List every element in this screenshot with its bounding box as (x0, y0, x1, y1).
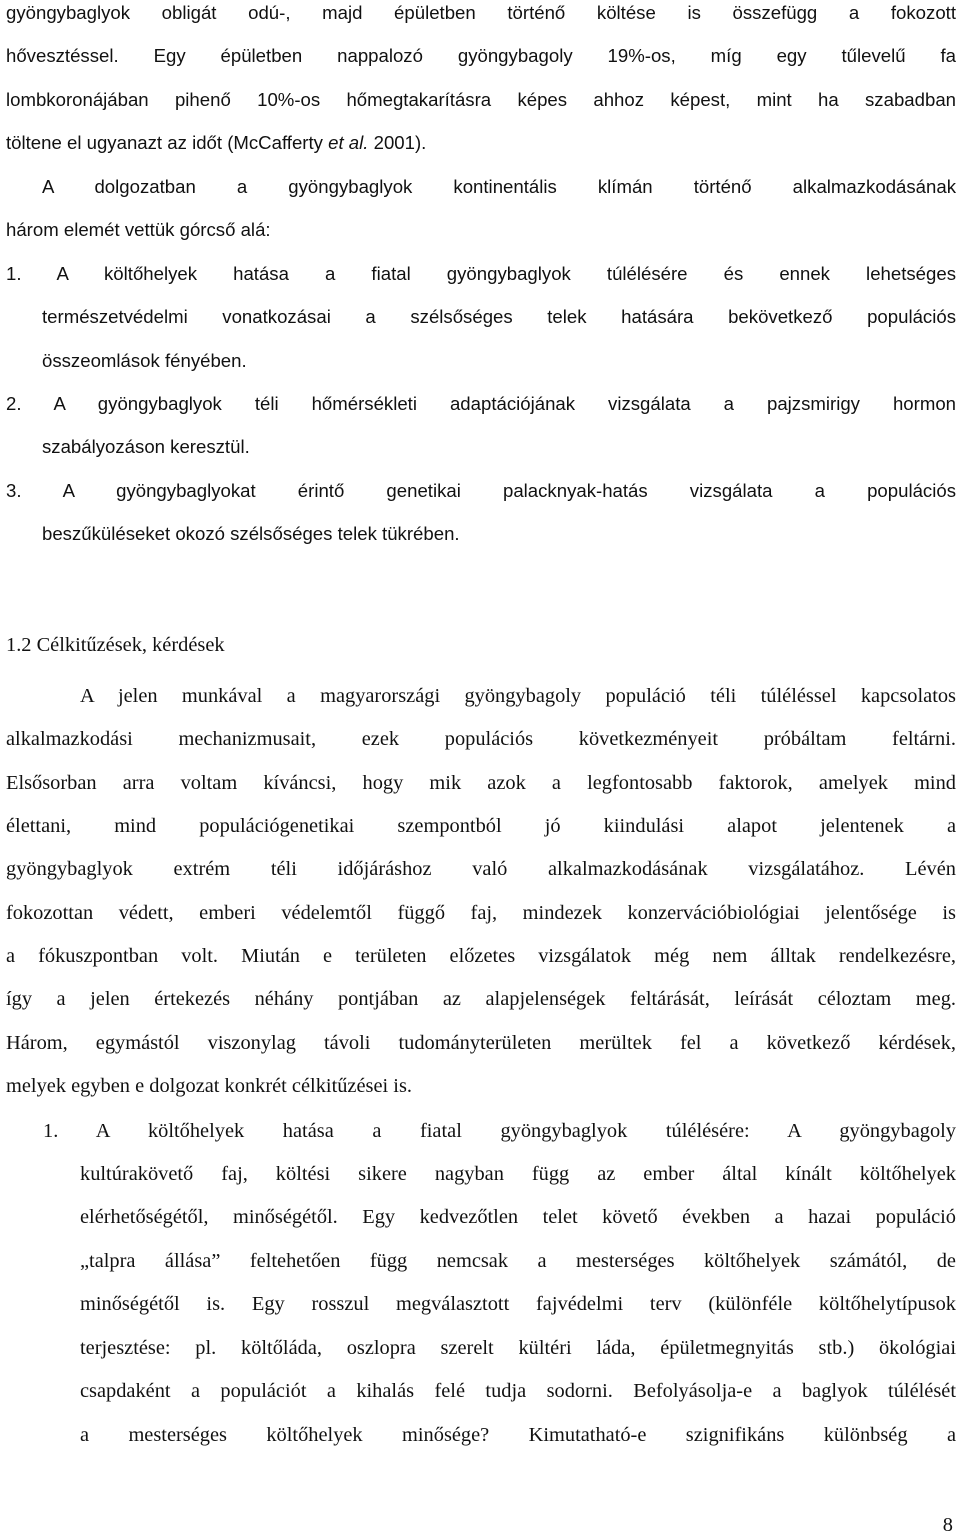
text-line: melyek egyben e dolgozat konkrét célkitűzései is. (6, 1075, 412, 1097)
text-line: hővesztéssel. Egy épületben nappalozó gyöngybagoly 19%-os, míg egy tűlevelű fa (6, 45, 956, 66)
list-item-1: 1. A költőhelyek hatása a fiatal gyöngybaglyok túlélésére és ennek lehetséges (6, 263, 956, 284)
text-line: Elsősorban arra voltam kíváncsi, hogy mik azok a legfontosabb faktorok, amelyek mind (6, 772, 956, 794)
text-line: A jelen munkával a magyarországi gyöngybagoly populáció téli túléléssel kapcsolatos (80, 685, 956, 707)
section-heading: 1.2 Célkitűzések, kérdések (6, 634, 225, 656)
text-line: lombkoronájában pihenő 10%-os hőmegtakarításra képes ahhoz képest, mint ha szabadban (6, 89, 956, 110)
text-span: 2001). (368, 132, 427, 153)
text-line: fokozottan védett, emberi védelemtől függő faj, mindezek konzervációbiológiai jelentősége is (6, 902, 956, 924)
text-line: alkalmazkodási mechanizmusait, ezek populációs következményeit próbáltam feltárni. (6, 728, 956, 750)
page-number: 8 (942, 1514, 953, 1536)
text-line: elérhetőségétől, minőségétől. Egy kedvezőtlen telet követő években a hazai populáció (80, 1206, 956, 1228)
text-line: A dolgozatban a gyöngybaglyok kontinentális klímán történő alkalmazkodásának (42, 176, 956, 197)
list-item-1: 1. A költőhelyek hatása a fiatal gyöngybaglyok túlélésére: A gyöngybagoly (43, 1120, 956, 1142)
list-item-2: 2. A gyöngybaglyok téli hőmérsékleti adaptációjának vizsgálata a pajzsmirigy hormon (6, 393, 956, 414)
text-line: természetvédelmi vonatkozásai a szélsőséges telek hatására bekövetkező populációs (42, 306, 956, 327)
text-line: „talpra állása” feltehetően függ nemcsak a mesterséges költőhelyek számától, de (80, 1250, 956, 1272)
text-line: beszűküléseket okozó szélsőséges telek tükrében. (42, 523, 460, 544)
text-line: gyöngybaglyok obligát odú-, majd épületben történő költése is összefügg a fokozott (6, 2, 956, 23)
text-line: Három, egymástól viszonylag távoli tudományterületen merültek fel a következő kérdések, (6, 1032, 956, 1054)
text-span: töltene el ugyanazt az időt (McCafferty (6, 132, 329, 153)
text-line: így a jelen értekezés néhány pontjában az alapjelenségek feltárását, leírását céloztam meg. (6, 988, 956, 1010)
text-line: gyöngybaglyok extrém téli időjáráshoz való alkalmazkodásának vizsgálatához. Lévén (6, 858, 956, 880)
text-line: terjesztése: pl. költőláda, oszlopra szerelt kültéri láda, épületmegnyitás stb.) ökológiai (80, 1337, 956, 1359)
text-line-citation (6, 130, 426, 156)
text-line: három elemét vettük górcső alá: (6, 219, 271, 240)
text-line: kultúrakövető faj, költési sikere nagyban függ az ember által kínált költőhelyek (80, 1163, 956, 1185)
text-line: szabályozáson keresztül. (42, 436, 250, 457)
et-al-italic: et al. (328, 132, 369, 153)
text-line: minőségétől is. Egy rosszul megválasztott fajvédelmi terv (különféle költőhelytípusok (80, 1293, 956, 1315)
text-line: élettani, mind populációgenetikai szempontból jó kiindulási alapot jelentenek a (6, 815, 956, 837)
text-line: csapdaként a populációt a kihalás felé tudja sodorni. Befolyásolja-e a baglyok túlélését (80, 1380, 956, 1402)
list-item-3: 3. A gyöngybaglyokat érintő genetikai palacknyak-hatás vizsgálata a populációs (6, 480, 956, 501)
text-line: a fókuszpontban volt. Miután e területen előzetes vizsgálatok még nem álltak rendelkezésre, (6, 945, 956, 967)
text-line: összeomlások fényében. (42, 350, 247, 371)
text-line: a mesterséges költőhelyek minősége? Kimutatható-e szignifikáns különbség a (80, 1424, 956, 1446)
